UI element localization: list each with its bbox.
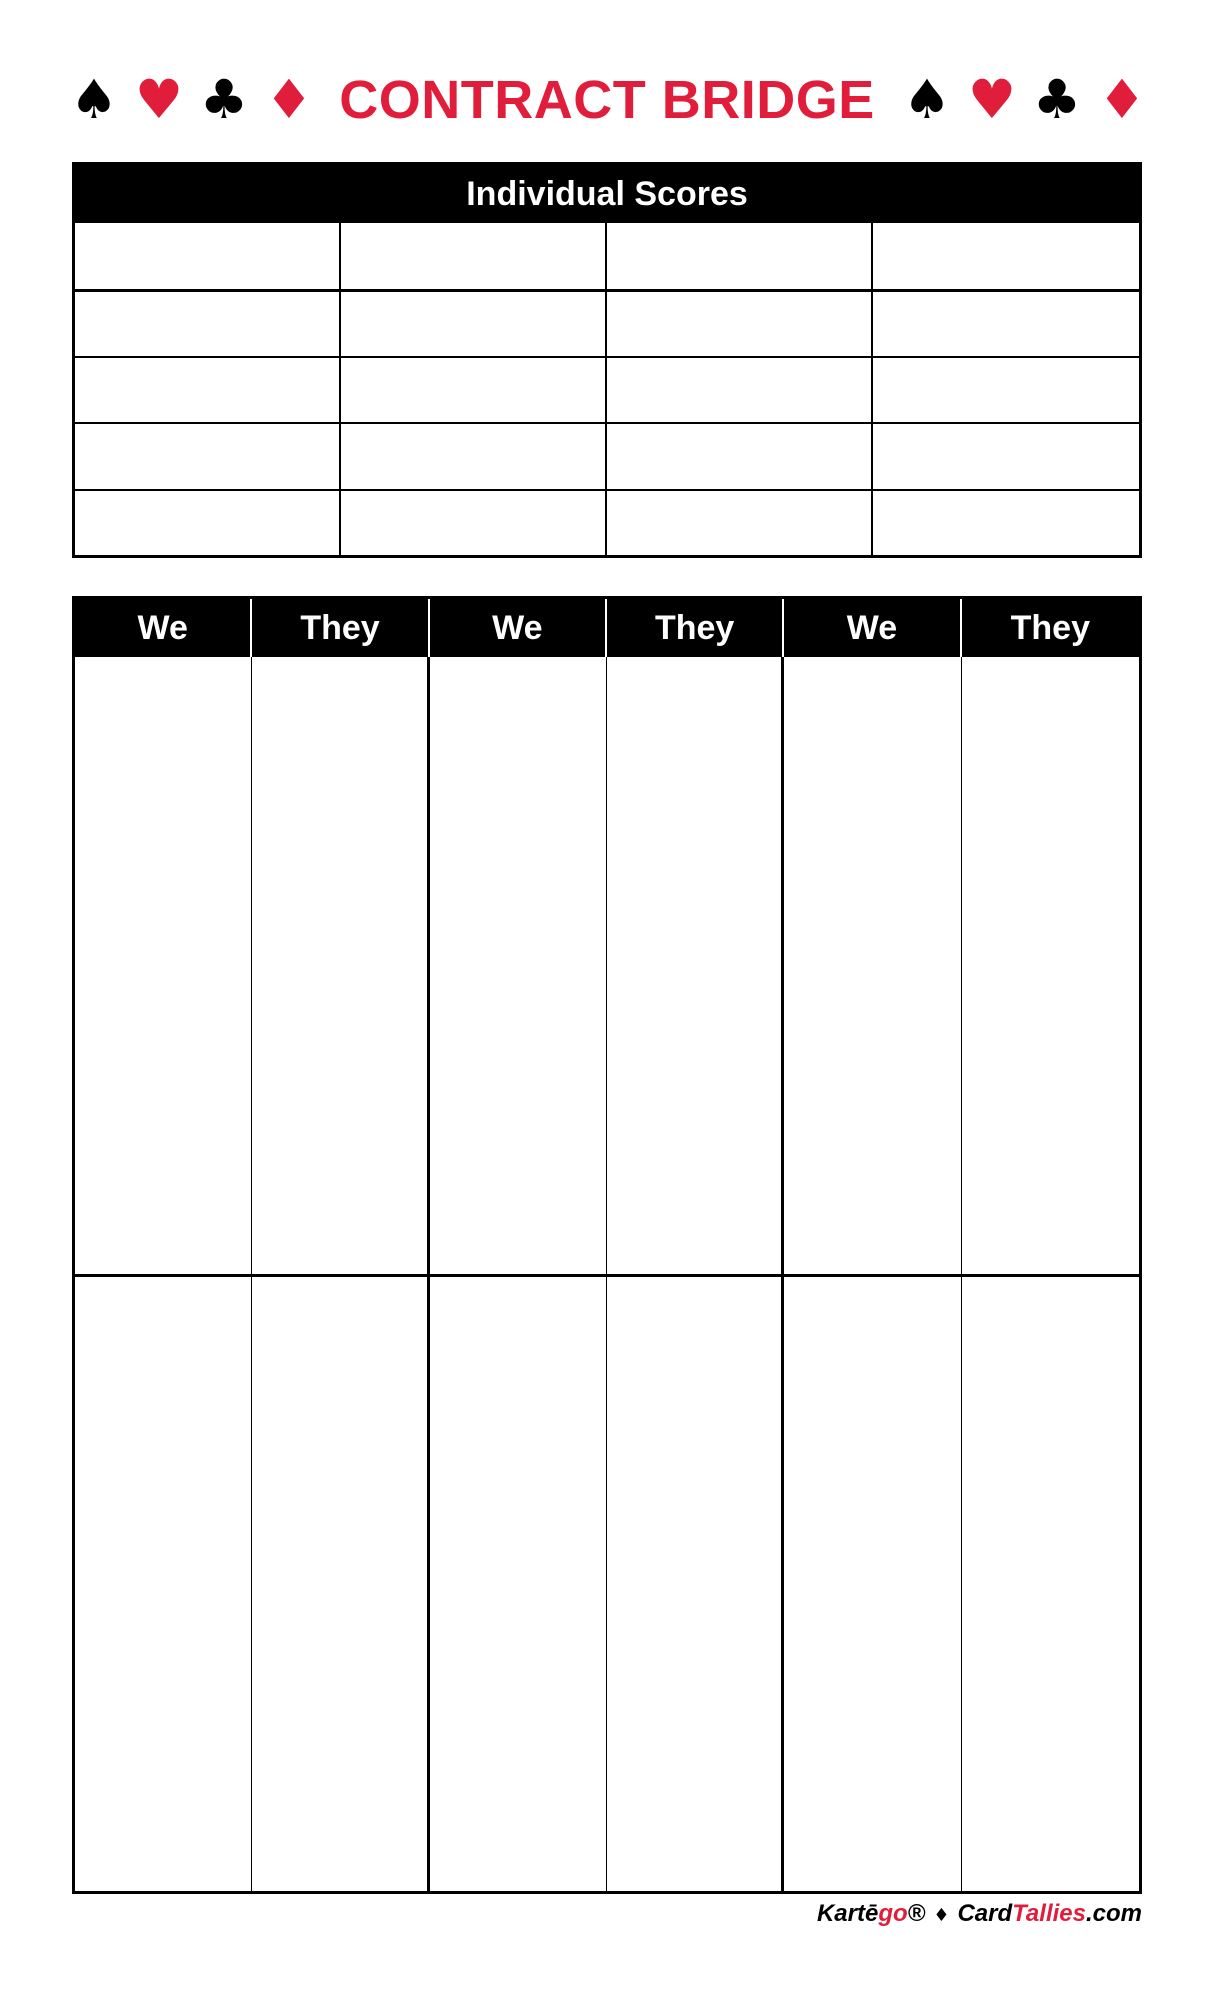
score-cell[interactable] bbox=[873, 422, 1139, 488]
team-scores-header bbox=[75, 599, 1139, 657]
score-column-cell[interactable] bbox=[252, 657, 429, 1274]
column-header-we: We bbox=[430, 599, 607, 657]
individual-scores-heading: Individual Scores bbox=[75, 165, 1139, 223]
score-cell[interactable] bbox=[75, 489, 341, 555]
score-cell[interactable] bbox=[873, 223, 1139, 289]
score-cell[interactable] bbox=[607, 422, 873, 488]
score-cell[interactable] bbox=[873, 489, 1139, 555]
score-cell[interactable] bbox=[341, 422, 607, 488]
score-column-cell[interactable] bbox=[962, 1274, 1139, 1891]
score-column-cell[interactable] bbox=[607, 657, 784, 1274]
score-cell[interactable] bbox=[607, 223, 873, 289]
column-header-we: We bbox=[784, 599, 961, 657]
score-cell[interactable] bbox=[607, 289, 873, 355]
team-scores-grid bbox=[75, 657, 1139, 1891]
diamond-icon: ♦ bbox=[933, 1905, 950, 1926]
score-cell[interactable] bbox=[341, 489, 607, 555]
column-header-they: They bbox=[252, 599, 429, 657]
score-cell[interactable] bbox=[607, 356, 873, 422]
score-cell[interactable] bbox=[341, 223, 607, 289]
score-cell[interactable] bbox=[75, 289, 341, 355]
score-cell[interactable] bbox=[873, 356, 1139, 422]
score-cell[interactable] bbox=[341, 356, 607, 422]
column-header-they: They bbox=[607, 599, 784, 657]
score-cell[interactable] bbox=[75, 422, 341, 488]
page-title: CONTRACT BRIDGE bbox=[339, 70, 875, 130]
score-column-cell[interactable] bbox=[962, 657, 1139, 1274]
spade-icon: ♠ bbox=[902, 68, 952, 131]
site-name: CardTallies.com bbox=[957, 1900, 1142, 1927]
heart-icon: ♥ bbox=[967, 68, 1017, 131]
page-header bbox=[0, 60, 1214, 140]
score-column-cell[interactable] bbox=[784, 1274, 961, 1891]
score-column-cell[interactable] bbox=[430, 657, 607, 1274]
score-column-cell[interactable] bbox=[75, 1274, 252, 1891]
spade-icon: ♠ bbox=[69, 68, 119, 131]
score-cell[interactable] bbox=[607, 489, 873, 555]
diamond-icon: ♦ bbox=[1097, 68, 1147, 131]
score-cell[interactable] bbox=[75, 356, 341, 422]
individual-scores-table bbox=[72, 162, 1142, 558]
score-cell[interactable] bbox=[341, 289, 607, 355]
score-column-cell[interactable] bbox=[607, 1274, 784, 1891]
club-icon: ♣ bbox=[199, 68, 249, 131]
column-header-they: They bbox=[1010, 609, 1090, 647]
team-scores-table bbox=[72, 596, 1142, 1894]
score-column-cell[interactable] bbox=[252, 1274, 429, 1891]
score-cell[interactable] bbox=[873, 289, 1139, 355]
diamond-icon: ♦ bbox=[264, 68, 314, 131]
footer-credit bbox=[817, 1900, 1142, 1928]
brand-name: Kartēgo® bbox=[816, 1900, 926, 1927]
individual-scores-grid bbox=[75, 223, 1139, 555]
column-header-we: We bbox=[75, 599, 252, 657]
heart-icon: ♥ bbox=[134, 68, 184, 131]
club-icon: ♣ bbox=[1032, 68, 1082, 131]
score-column-cell[interactable] bbox=[75, 657, 252, 1274]
score-cell[interactable] bbox=[75, 223, 341, 289]
score-column-cell[interactable] bbox=[430, 1274, 607, 1891]
score-column-cell[interactable] bbox=[784, 657, 961, 1274]
